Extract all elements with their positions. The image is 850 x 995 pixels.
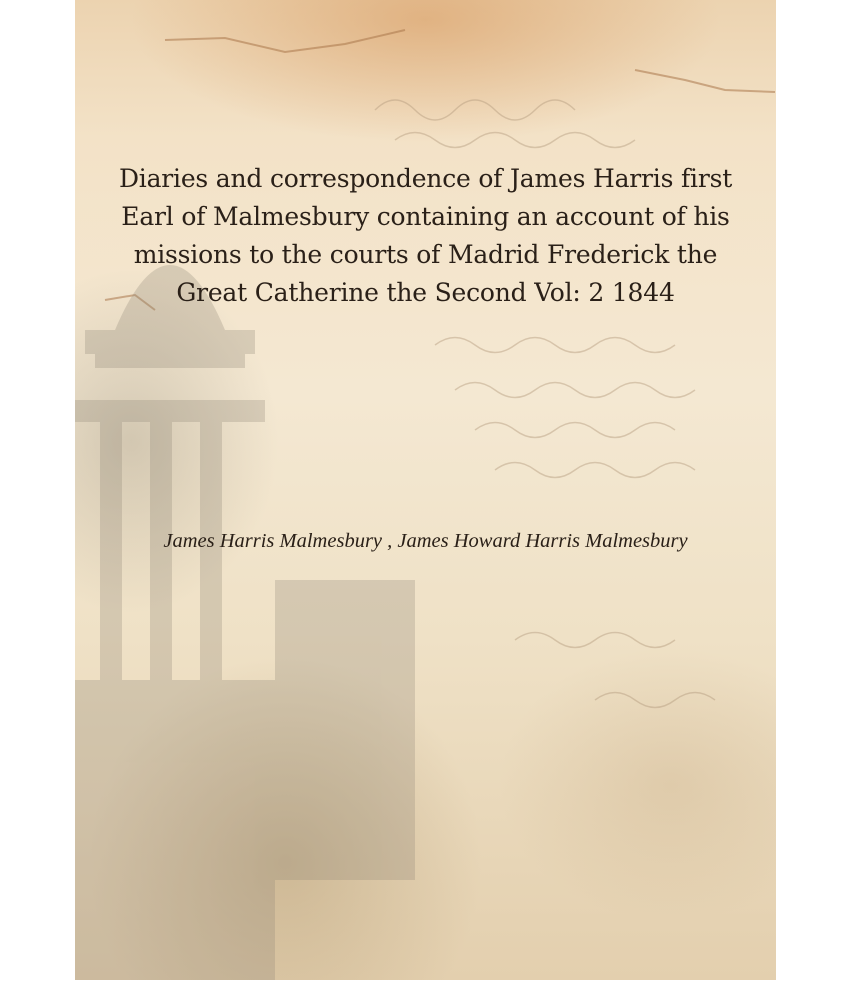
ruins-illustration — [75, 265, 415, 980]
cover-background-art — [75, 0, 776, 980]
book-title: Diaries and correspondence of James Harris first Earl of Malmesbury containing an account of his missions to the courts of Madrid Frederick the Great Catherine the Second Vol: 2 1844 — [118, 164, 733, 307]
book-authors: James Harris Malmesbury , James Howard Harris Malmesbury — [163, 530, 688, 552]
book-cover — [75, 0, 776, 980]
